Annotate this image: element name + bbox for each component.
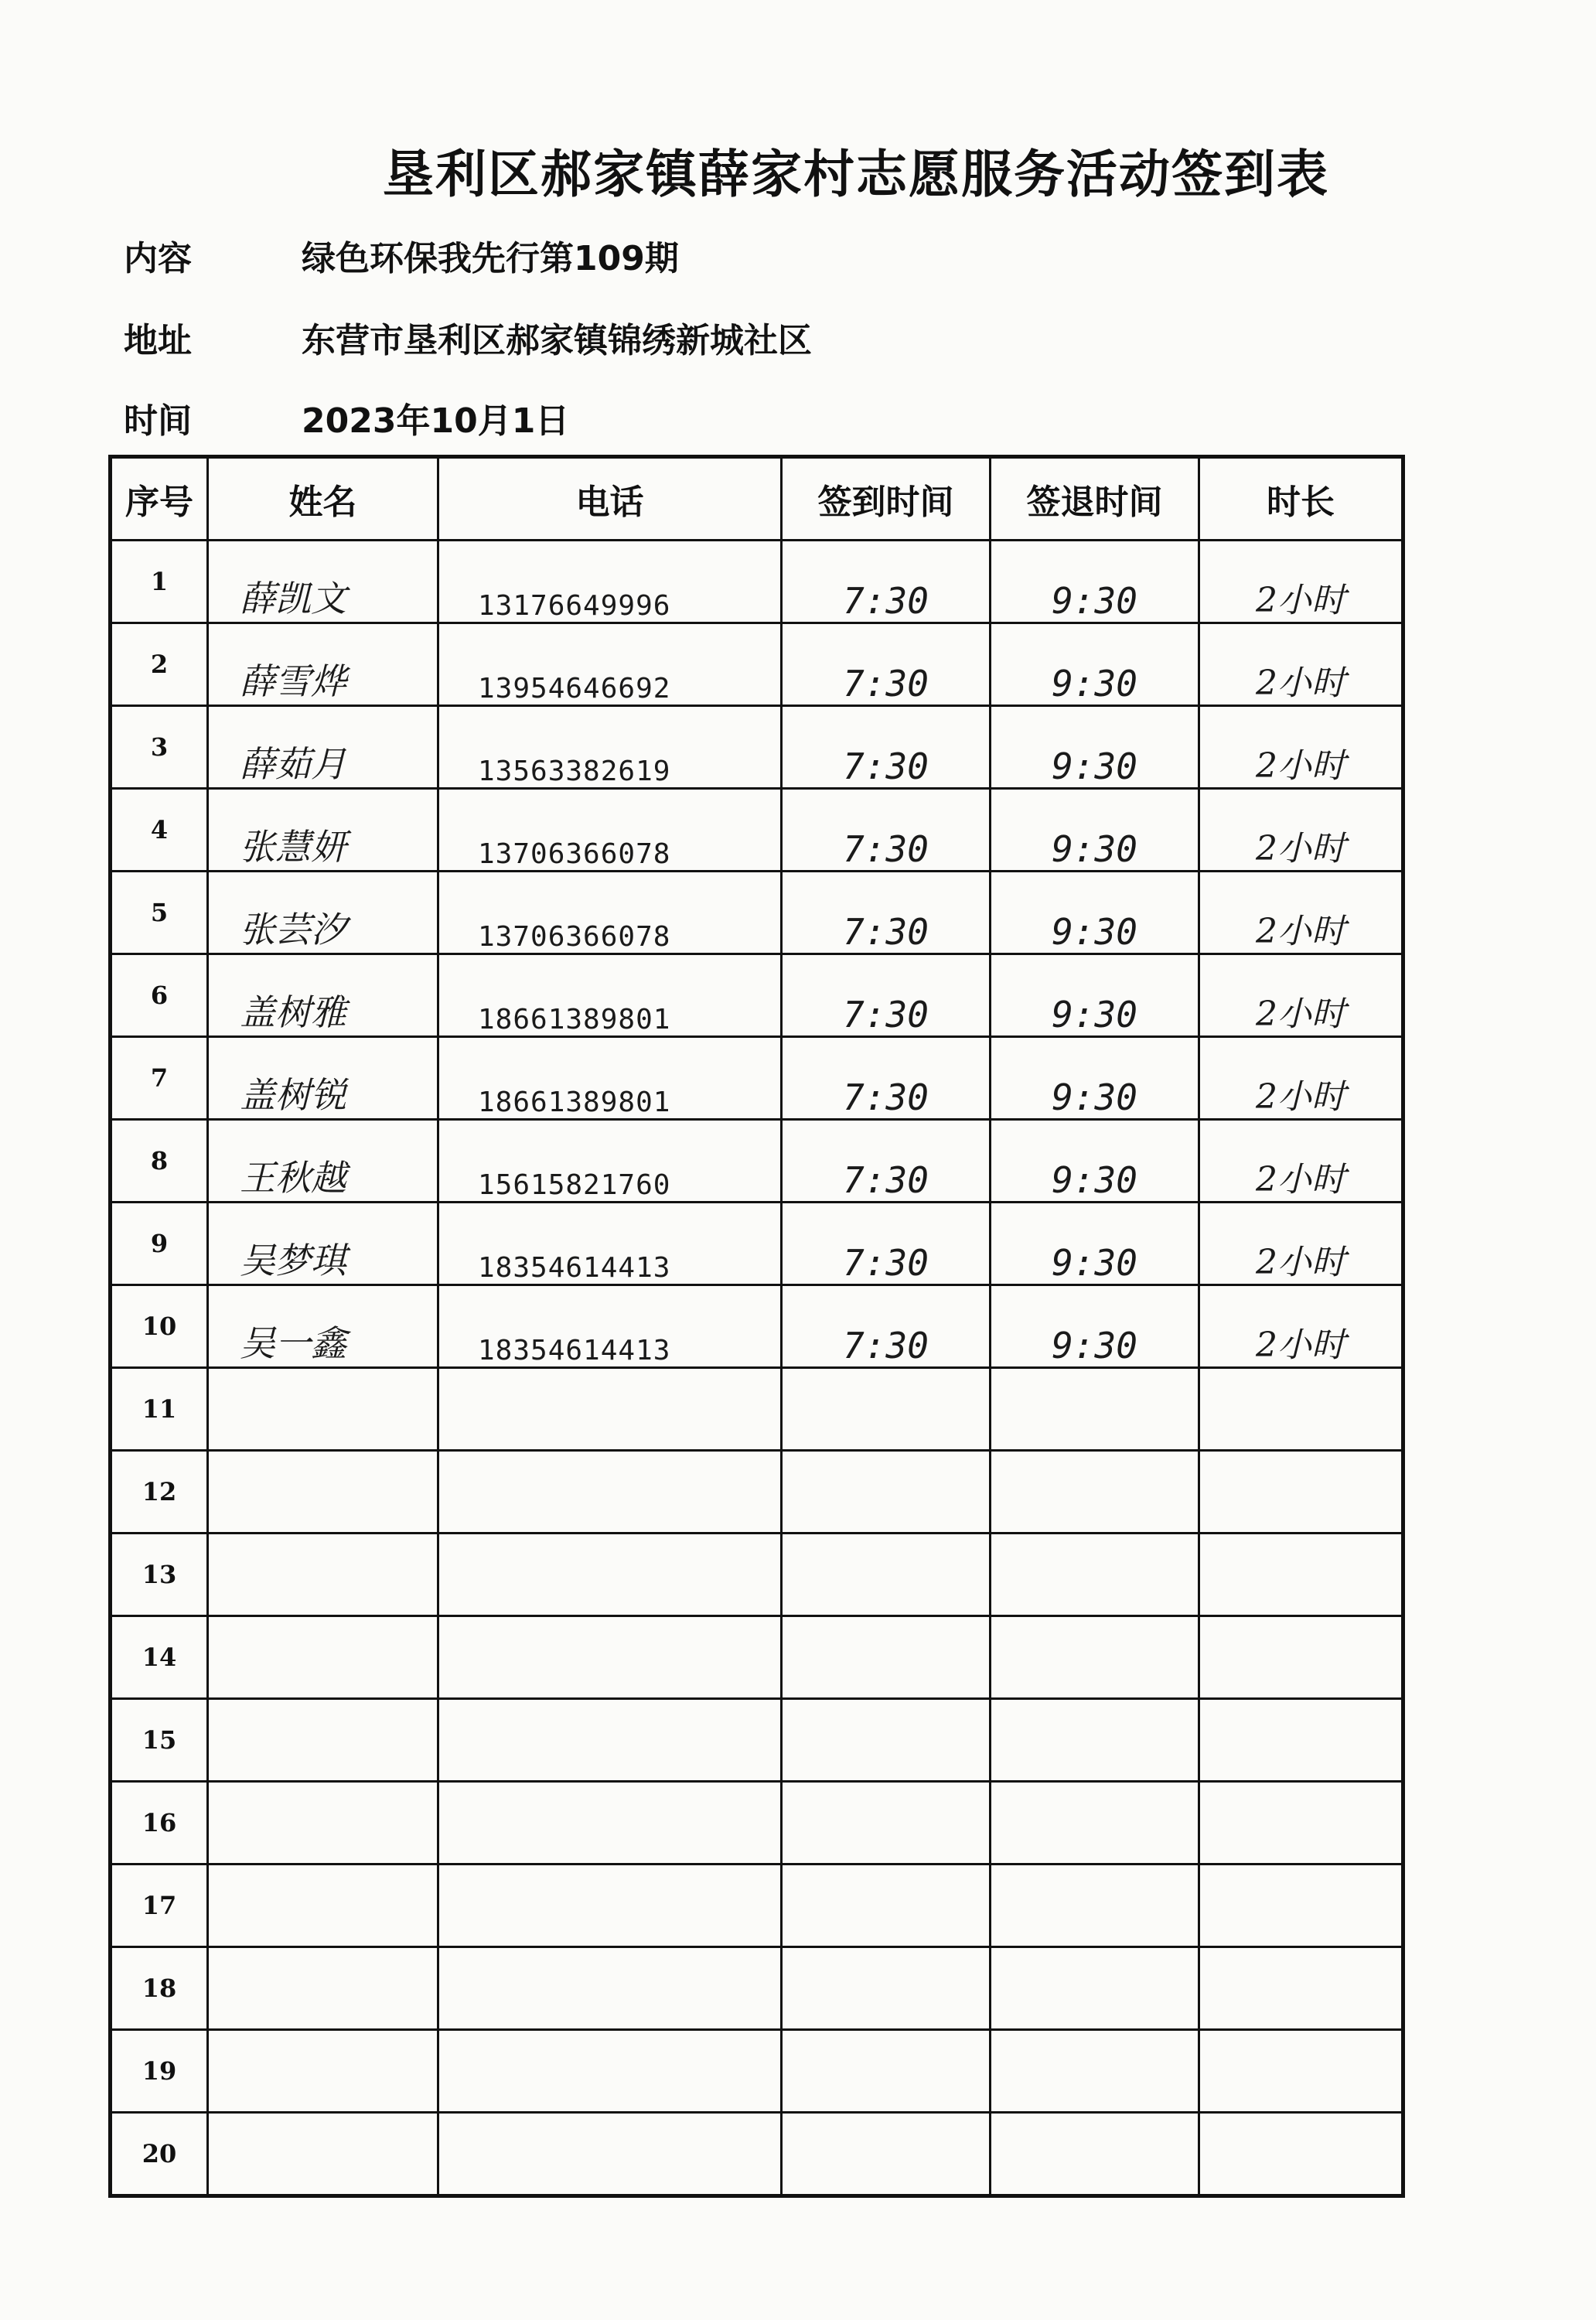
address-value: 东营市垦利区郝家镇锦绣新城社区 xyxy=(302,321,812,360)
row-phone xyxy=(438,1947,782,2030)
row-index: 9 xyxy=(111,1203,208,1285)
row-phone: 18354614413 xyxy=(438,1203,782,1285)
row-duration: 2小时 xyxy=(1199,1037,1403,1120)
table-row xyxy=(111,541,1403,623)
row-name xyxy=(208,1451,438,1534)
row-index: 8 xyxy=(111,1120,208,1203)
row-signin-time: 7:30 xyxy=(782,1285,991,1368)
table-row xyxy=(111,1368,1403,1451)
row-signout-time xyxy=(991,1616,1199,1699)
table-row xyxy=(111,1451,1403,1534)
row-phone xyxy=(438,2030,782,2113)
row-name xyxy=(208,2113,438,2196)
row-signin-time xyxy=(782,2113,991,2196)
row-duration: 2小时 xyxy=(1199,706,1403,789)
row-signin-time xyxy=(782,1368,991,1451)
row-name xyxy=(208,1368,438,1451)
row-signin-time: 7:30 xyxy=(782,706,991,789)
row-signout-time xyxy=(991,1865,1199,1947)
row-duration xyxy=(1199,1368,1403,1451)
row-signin-time xyxy=(782,1699,991,1782)
table-row xyxy=(111,1037,1403,1120)
row-signin-time: 7:30 xyxy=(782,954,991,1037)
row-signout-time xyxy=(991,1947,1199,2030)
table-row xyxy=(111,1616,1403,1699)
address-label: 地址 xyxy=(124,321,192,360)
row-index: 13 xyxy=(111,1534,208,1616)
row-signout-time: 9:30 xyxy=(991,623,1199,706)
header-index: 序号 xyxy=(111,457,208,541)
row-signout-time xyxy=(991,1782,1199,1865)
row-signin-time xyxy=(782,1534,991,1616)
row-phone xyxy=(438,1699,782,1782)
row-signin-time: 7:30 xyxy=(782,1037,991,1120)
row-signout-time: 9:30 xyxy=(991,789,1199,872)
row-signout-time xyxy=(991,1699,1199,1782)
row-duration: 2小时 xyxy=(1199,954,1403,1037)
row-signin-time: 7:30 xyxy=(782,623,991,706)
signin-table xyxy=(108,455,1405,2198)
row-duration: 2小时 xyxy=(1199,541,1403,623)
row-signout-time xyxy=(991,1451,1199,1534)
row-duration xyxy=(1199,1616,1403,1699)
row-name xyxy=(208,1699,438,1782)
row-index: 15 xyxy=(111,1699,208,1782)
row-index: 2 xyxy=(111,623,208,706)
row-phone: 13954646692 xyxy=(438,623,782,706)
table-row xyxy=(111,623,1403,706)
row-name xyxy=(208,1534,438,1616)
header-name: 姓名 xyxy=(208,457,438,541)
table-row xyxy=(111,1203,1403,1285)
table-row xyxy=(111,1782,1403,1865)
row-phone: 15615821760 xyxy=(438,1120,782,1203)
row-name: 薛凯文 xyxy=(208,541,438,623)
table-row xyxy=(111,2113,1403,2196)
row-duration: 2小时 xyxy=(1199,1285,1403,1368)
meta-address-row xyxy=(124,312,812,362)
row-signin-time xyxy=(782,1782,991,1865)
table-row xyxy=(111,1534,1403,1616)
row-index: 20 xyxy=(111,2113,208,2196)
row-name xyxy=(208,2030,438,2113)
header-signin-time: 签到时间 xyxy=(782,457,991,541)
row-signout-time: 9:30 xyxy=(991,954,1199,1037)
date-value: 2023年10月1日 xyxy=(302,401,570,441)
row-signout-time xyxy=(991,1368,1199,1451)
row-index: 19 xyxy=(111,2030,208,2113)
table-row xyxy=(111,1285,1403,1368)
row-name: 盖树锐 xyxy=(208,1037,438,1120)
row-name xyxy=(208,1782,438,1865)
row-signin-time: 7:30 xyxy=(782,1203,991,1285)
table-row xyxy=(111,706,1403,789)
row-index: 14 xyxy=(111,1616,208,1699)
row-name: 张慧妍 xyxy=(208,789,438,872)
content-value: 绿色环保我先行第109期 xyxy=(302,239,679,278)
row-phone: 13706366078 xyxy=(438,872,782,954)
row-signin-time xyxy=(782,1947,991,2030)
row-duration xyxy=(1199,1947,1403,2030)
table-row xyxy=(111,1865,1403,1947)
header-phone: 电话 xyxy=(438,457,782,541)
row-phone: 18354614413 xyxy=(438,1285,782,1368)
table-row xyxy=(111,2030,1403,2113)
row-index: 12 xyxy=(111,1451,208,1534)
table-row xyxy=(111,1120,1403,1203)
row-index: 1 xyxy=(111,541,208,623)
row-index: 5 xyxy=(111,872,208,954)
row-duration xyxy=(1199,1699,1403,1782)
row-phone xyxy=(438,1616,782,1699)
row-signout-time: 9:30 xyxy=(991,1285,1199,1368)
row-duration xyxy=(1199,2030,1403,2113)
header-duration: 时长 xyxy=(1199,457,1403,541)
row-signin-time: 7:30 xyxy=(782,872,991,954)
row-index: 3 xyxy=(111,706,208,789)
date-label: 时间 xyxy=(124,401,192,441)
row-signout-time xyxy=(991,2113,1199,2196)
row-name: 张芸汐 xyxy=(208,872,438,954)
row-signout-time: 9:30 xyxy=(991,541,1199,623)
row-name xyxy=(208,1947,438,2030)
row-signout-time: 9:30 xyxy=(991,706,1199,789)
table-row xyxy=(111,1699,1403,1782)
row-phone xyxy=(438,1451,782,1534)
row-name: 薛茹月 xyxy=(208,706,438,789)
row-name: 王秋越 xyxy=(208,1120,438,1203)
row-index: 4 xyxy=(111,789,208,872)
table-row xyxy=(111,954,1403,1037)
row-index: 16 xyxy=(111,1782,208,1865)
row-name xyxy=(208,1865,438,1947)
meta-date-row xyxy=(124,393,569,442)
row-index: 7 xyxy=(111,1037,208,1120)
row-index: 17 xyxy=(111,1865,208,1947)
row-signin-time xyxy=(782,1616,991,1699)
row-index: 18 xyxy=(111,1947,208,2030)
row-duration xyxy=(1199,1865,1403,1947)
row-duration: 2小时 xyxy=(1199,1120,1403,1203)
table-header-row xyxy=(111,457,1403,541)
row-name: 薛雪烨 xyxy=(208,623,438,706)
row-duration: 2小时 xyxy=(1199,1203,1403,1285)
row-duration xyxy=(1199,2113,1403,2196)
header-signout-time: 签退时间 xyxy=(991,457,1199,541)
row-signout-time: 9:30 xyxy=(991,1120,1199,1203)
row-signin-time: 7:30 xyxy=(782,789,991,872)
row-signout-time: 9:30 xyxy=(991,1037,1199,1120)
row-index: 6 xyxy=(111,954,208,1037)
row-duration: 2小时 xyxy=(1199,789,1403,872)
row-phone xyxy=(438,1782,782,1865)
row-duration: 2小时 xyxy=(1199,623,1403,706)
row-signin-time xyxy=(782,1865,991,1947)
row-duration: 2小时 xyxy=(1199,872,1403,954)
row-signin-time xyxy=(782,1451,991,1534)
page-title: 垦利区郝家镇薛家村志愿服务活动签到表 xyxy=(383,145,1329,204)
row-index: 11 xyxy=(111,1368,208,1451)
table-row xyxy=(111,1947,1403,2030)
row-name: 吴梦琪 xyxy=(208,1203,438,1285)
row-signout-time xyxy=(991,2030,1199,2113)
table-row xyxy=(111,789,1403,872)
row-phone: 18661389801 xyxy=(438,954,782,1037)
table-row xyxy=(111,872,1403,954)
row-phone: 13563382619 xyxy=(438,706,782,789)
row-phone xyxy=(438,1534,782,1616)
row-duration xyxy=(1199,1451,1403,1534)
meta-content-row xyxy=(124,230,679,280)
row-signin-time: 7:30 xyxy=(782,541,991,623)
row-index: 10 xyxy=(111,1285,208,1368)
content-label: 内容 xyxy=(124,239,192,278)
row-phone xyxy=(438,2113,782,2196)
row-duration xyxy=(1199,1782,1403,1865)
row-signout-time: 9:30 xyxy=(991,872,1199,954)
row-phone: 13706366078 xyxy=(438,789,782,872)
row-duration xyxy=(1199,1534,1403,1616)
row-signout-time: 9:30 xyxy=(991,1203,1199,1285)
row-name xyxy=(208,1616,438,1699)
row-name: 吴一鑫 xyxy=(208,1285,438,1368)
row-phone xyxy=(438,1368,782,1451)
table-body xyxy=(111,541,1403,2196)
row-phone: 13176649996 xyxy=(438,541,782,623)
row-phone: 18661389801 xyxy=(438,1037,782,1120)
row-signout-time xyxy=(991,1534,1199,1616)
row-name: 盖树雅 xyxy=(208,954,438,1037)
row-signin-time: 7:30 xyxy=(782,1120,991,1203)
row-phone xyxy=(438,1865,782,1947)
row-signin-time xyxy=(782,2030,991,2113)
